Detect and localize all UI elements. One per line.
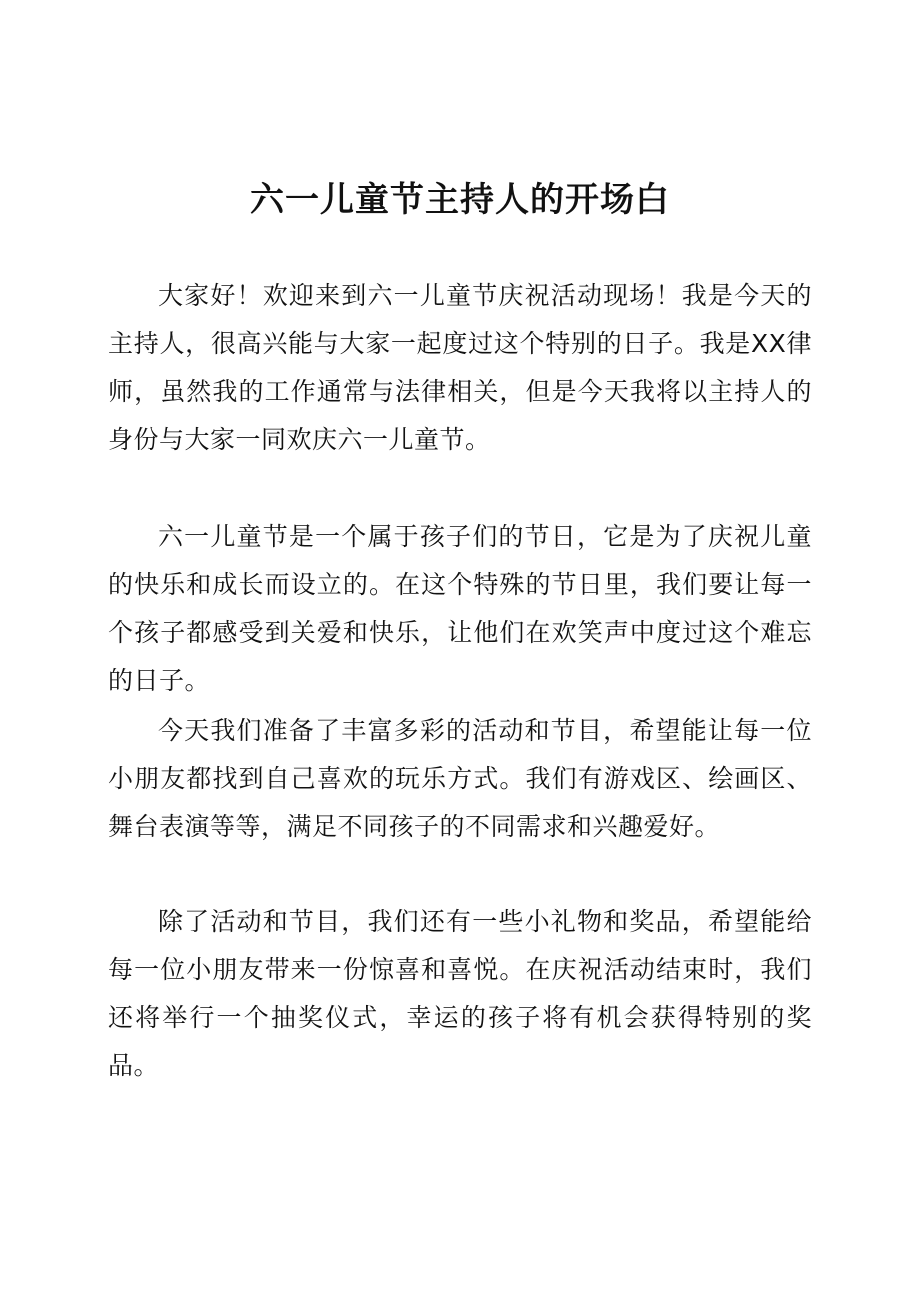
- page-title: 六一儿童节主持人的开场白: [250, 180, 670, 220]
- paragraph-greeting: 大家好！欢迎来到六一儿童节庆祝活动现场！我是今天的主持人，很高兴能与大家一起度过这个特别的日子。我是XX律师，虽然我的工作通常与法律相关，但是今天我将以主持人的身份与大家一同欢庆六一儿童节。: [108, 281, 812, 454]
- paragraph-holiday-meaning: 六一儿童节是一个属于孩子们的节日，它是为了庆祝儿童的快乐和成长而设立的。在这个特殊的节日里，我们要让每一个孩子都感受到关爱和快乐，让他们在欢笑声中度过这个难忘的日子。: [108, 522, 812, 695]
- paragraph-prizes: 除了活动和节目，我们还有一些小礼物和奖品，希望能给每一位小朋友带来一份惊喜和喜悦。在庆祝活动结束时，我们还将举行一个抽奖仪式，幸运的孩子将有机会获得特别的奖品。: [108, 907, 812, 1080]
- paragraph-activities: 今天我们准备了丰富多彩的活动和节目，希望能让每一位小朋友都找到自己喜欢的玩乐方式。我们有游戏区、绘画区、舞台表演等等，满足不同孩子的不同需求和兴趣爱好。: [108, 716, 812, 841]
